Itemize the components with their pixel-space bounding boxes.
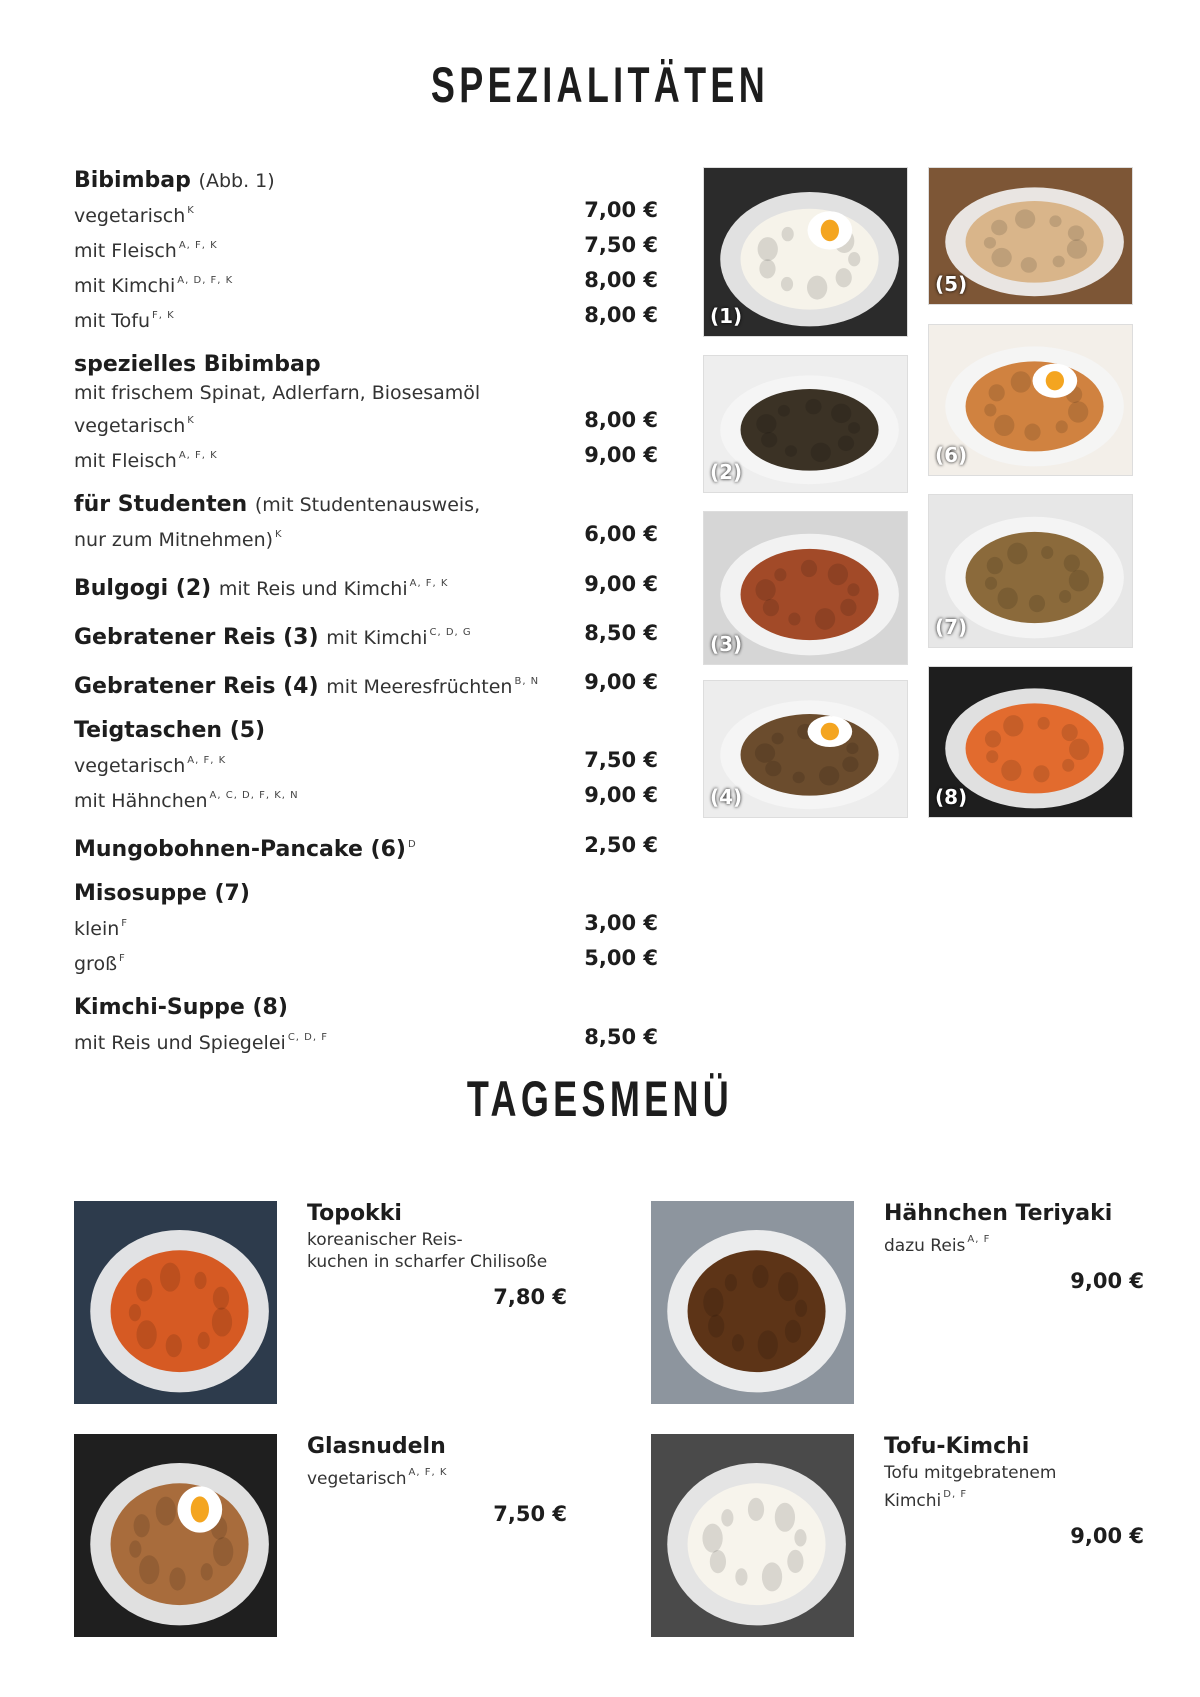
allergen-codes: A, F, K — [408, 1467, 448, 1478]
daily-dish-price: 9,00 € — [1070, 1269, 1144, 1293]
dish-hint: mit Kimchi — [326, 627, 428, 649]
allergen-codes: D, F — [943, 1489, 968, 1500]
allergen-codes: F — [121, 918, 129, 929]
food-photo-illustration — [74, 1201, 277, 1404]
variant-label: klein — [74, 918, 120, 940]
dish-variant-row — [74, 520, 658, 555]
dish-price: 2,50 € — [584, 833, 658, 857]
variant-label: vegetarisch — [74, 755, 186, 777]
photo-number: (8) — [935, 785, 968, 809]
allergen-codes: K — [187, 205, 195, 216]
variant-label: mit Tofu — [74, 310, 151, 332]
variant-label: nur zum Mitnehmen) — [74, 529, 274, 551]
dish-variant-row — [74, 266, 658, 301]
variant-label: mit Fleisch — [74, 240, 177, 262]
dish-price: 9,00 € — [584, 670, 658, 694]
menu-section — [74, 716, 658, 816]
daily-dish-photo — [74, 1201, 277, 1404]
variant-price: 8,00 € — [584, 408, 658, 432]
allergen-codes: K — [187, 415, 195, 426]
variant-price: 6,00 € — [584, 522, 658, 546]
variant-price: 7,00 € — [584, 198, 658, 222]
menu-section — [74, 879, 658, 979]
menu-section — [74, 350, 658, 476]
variant-label: mit Kimchi — [74, 275, 176, 297]
dish-variant-row — [74, 301, 658, 336]
dish-name-row — [74, 166, 658, 196]
dish-photo — [928, 324, 1133, 476]
dish-variant-row — [74, 231, 658, 266]
section-title-tagesmenue: TAGESMENÜ — [466, 1071, 734, 1127]
dish-variant-row — [74, 406, 658, 441]
dish-photo — [928, 494, 1133, 648]
dish-name-row — [74, 569, 658, 604]
photo-number: (7) — [935, 615, 968, 639]
daily-dish-price: 7,80 € — [493, 1285, 567, 1309]
variant-price: 5,00 € — [584, 946, 658, 970]
menu-section — [74, 490, 658, 555]
dish-hint: mit Meeresfrüchten — [326, 676, 513, 698]
daily-dish-name: Glasnudeln — [307, 1434, 446, 1459]
dish-photo — [928, 167, 1133, 305]
allergen-codes: A, F, K — [187, 755, 227, 766]
dish-variant-row — [74, 1023, 658, 1058]
variant-price: 9,00 € — [584, 443, 658, 467]
dish-description: mit frischem Spinat, Adlerfarn, Biosesamöl — [74, 382, 481, 404]
variant-label: groß — [74, 953, 118, 975]
daily-dish-photo — [651, 1434, 854, 1637]
dish-hint: (Abb. 1) — [198, 170, 275, 192]
dish-name: Bulgogi (2) — [74, 576, 212, 601]
daily-dish-info — [884, 1199, 1144, 1293]
daily-dish-photo — [74, 1434, 277, 1637]
photo-number: (5) — [935, 272, 968, 296]
allergen-codes: A, C, D, F, K, N — [209, 790, 299, 801]
variant-label: mit Hähnchen — [74, 790, 208, 812]
dish-name-row — [74, 830, 658, 865]
variant-price: 8,00 € — [584, 303, 658, 327]
photo-number: (4) — [710, 785, 743, 809]
dish-hint: (mit Studentenausweis, — [254, 494, 481, 516]
dish-name: Gebratener Reis (4) — [74, 674, 319, 699]
dish-name: Bibimbap — [74, 168, 191, 193]
dish-photo — [703, 355, 908, 493]
dish-name: Misosuppe (7) — [74, 881, 250, 906]
dish-name: Teigtaschen (5) — [74, 718, 266, 743]
photo-grid — [703, 167, 1133, 814]
daily-dish-info — [884, 1432, 1144, 1548]
daily-dish-name: Tofu-Kimchi — [884, 1434, 1030, 1459]
dish-variant-row — [74, 746, 658, 781]
dish-price: 9,00 € — [584, 572, 658, 596]
allergen-codes: A, D, F, K — [177, 275, 234, 286]
dish-name: spezielles Bibimbap — [74, 352, 321, 377]
food-photo-illustration — [651, 1434, 854, 1637]
dish-name-row — [74, 667, 658, 702]
dish-name: für Studenten — [74, 492, 248, 517]
variant-price: 3,00 € — [584, 911, 658, 935]
dish-name-row — [74, 350, 658, 380]
dish-photo — [703, 680, 908, 818]
allergen-codes: D — [407, 839, 417, 850]
dish-variant-row — [74, 909, 658, 944]
menu-section — [74, 993, 658, 1058]
dish-hint: mit Reis und Kimchi — [218, 578, 408, 600]
dish-name-row — [74, 879, 658, 909]
allergen-codes: C, D, F — [287, 1032, 328, 1043]
variant-label: vegetarisch — [74, 205, 186, 227]
dish-photo — [928, 666, 1133, 818]
menu-section — [74, 166, 658, 336]
specialties-menu — [74, 166, 658, 1072]
dish-price: 8,50 € — [584, 621, 658, 645]
allergen-codes: A, F — [967, 1234, 991, 1245]
dish-name-row — [74, 716, 658, 746]
daily-dish-info — [307, 1432, 567, 1526]
dish-variant-row — [74, 196, 658, 231]
menu-section — [74, 667, 658, 702]
menu-section — [74, 569, 658, 604]
menu-section — [74, 830, 658, 865]
daily-dish-price: 9,00 € — [1070, 1524, 1144, 1548]
dish-name-row — [74, 993, 658, 1023]
daily-dish-name: Hähnchen Teriyaki — [884, 1201, 1113, 1226]
allergen-codes: A, F, K — [178, 240, 218, 251]
variant-label: vegetarisch — [74, 415, 186, 437]
dish-name: Gebratener Reis (3) — [74, 625, 319, 650]
photo-number: (3) — [710, 632, 743, 656]
variant-price: 8,50 € — [584, 1025, 658, 1049]
allergen-codes: K — [275, 529, 283, 540]
dish-variant-row — [74, 441, 658, 476]
daily-dish-description: vegetarisch $^{A, F, K}$ — [307, 1467, 448, 1489]
variant-label: mit Reis und Spiegelei — [74, 1032, 286, 1054]
variant-label: mit Fleisch — [74, 450, 177, 472]
variant-price: 9,00 € — [584, 783, 658, 807]
dish-photo — [703, 511, 908, 665]
allergen-codes: A, F, K — [409, 578, 449, 589]
daily-dish-photo — [651, 1201, 854, 1404]
dish-variant-row — [74, 944, 658, 979]
menu-section — [74, 618, 658, 653]
daily-dish-price: 7,50 € — [493, 1502, 567, 1526]
allergen-codes: F — [119, 953, 126, 964]
food-photo-illustration — [74, 1434, 277, 1637]
daily-dish-description: koreanischer Reis- kuchen in scharfer Chilisoße — [307, 1230, 548, 1272]
dish-name: Mungobohnen-Pancake (6) — [74, 837, 406, 862]
dish-name-row — [74, 618, 658, 653]
variant-price: 7,50 € — [584, 748, 658, 772]
daily-dish-description: dazu Reis $^{A, F}$ — [884, 1234, 991, 1256]
food-photo-illustration — [651, 1201, 854, 1404]
allergen-codes: F, K — [152, 310, 175, 321]
photo-number: (1) — [710, 304, 743, 328]
page-title: SPEZIALITÄTEN — [430, 57, 770, 113]
allergen-codes: A, F, K — [178, 450, 218, 461]
daily-dish-description: Tofu mitgebratenem Kimchi $^{D, F}$ — [884, 1463, 1057, 1511]
photo-number: (6) — [935, 443, 968, 467]
dish-name: Kimchi-Suppe (8) — [74, 995, 288, 1020]
dish-variant-row — [74, 781, 658, 816]
variant-price: 7,50 € — [584, 233, 658, 257]
daily-dish-name: Topokki — [307, 1201, 402, 1226]
allergen-codes: B, N — [514, 676, 540, 687]
daily-dish-info — [307, 1199, 567, 1309]
allergen-codes: C, D, G — [429, 627, 472, 638]
photo-number: (2) — [710, 460, 743, 484]
dish-name-row — [74, 490, 658, 520]
dish-photo — [703, 167, 908, 337]
variant-price: 8,00 € — [584, 268, 658, 292]
